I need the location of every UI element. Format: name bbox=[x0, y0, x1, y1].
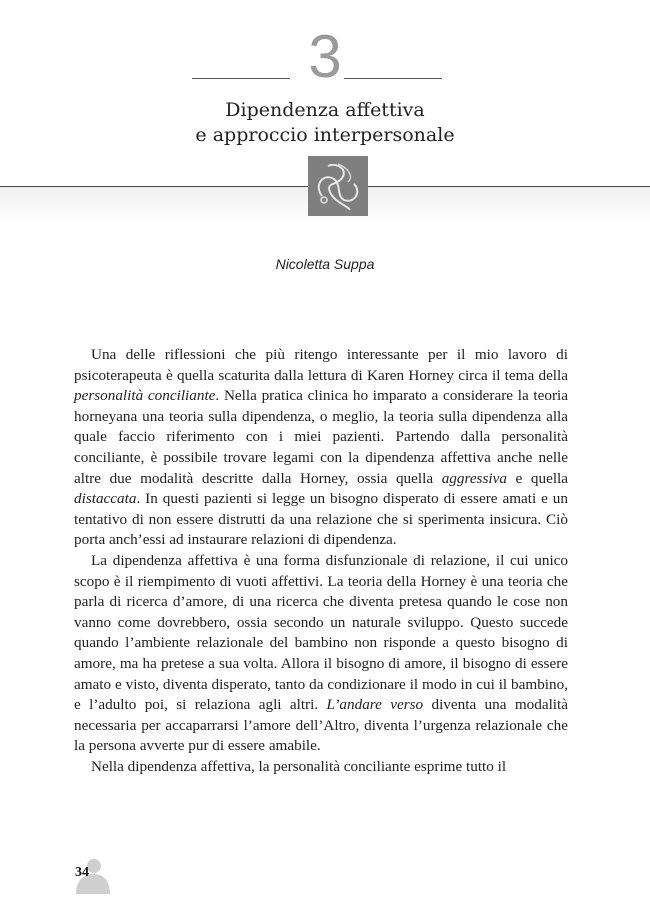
text-segment: Nella dipendenza affettiva, la personalità conciliante esprime tutto il bbox=[91, 757, 507, 775]
chapter-title-line-1: Dipendenza affettiva bbox=[225, 99, 425, 121]
italic-term: L’andare verso bbox=[326, 696, 424, 714]
text-segment: e quella bbox=[506, 469, 568, 487]
italic-term: distaccata bbox=[74, 490, 137, 508]
chapter-rule-right bbox=[344, 78, 442, 79]
text-segment: . Nella pratica clinica ho imparato a considerare la teoria horneyana una teoria sulla dipendenza, o meglio, la teoria sulla dipendenza alla quale faccio riferimento con i miei pazienti. Partendo dalla personalità conciliante, è possibile trovare legami con la dipendenza affettiva anche nelle altre due modalità descritte dalla Horney, ossia quella bbox=[74, 387, 569, 487]
chapter-rule-left bbox=[192, 78, 290, 79]
italic-term: aggressiva bbox=[441, 469, 507, 487]
chapter-number: 3 bbox=[308, 23, 342, 90]
paragraph bbox=[74, 551, 568, 757]
author-name: Nicoletta Suppa bbox=[275, 256, 375, 272]
page-number-badge bbox=[66, 856, 112, 894]
paragraph bbox=[74, 345, 568, 551]
chapter-title-line-2: e approccio interpersonale bbox=[195, 124, 455, 146]
body-text bbox=[74, 345, 568, 777]
paragraph bbox=[74, 757, 568, 778]
text-segment: . In questi pazienti si legge un bisogno disperato di essere amati e un tentativo di non essere distrutti da una relazione che si sperimenta insicura. Ciò porta anch’essi ad instaurare relazioni di dipendenza. bbox=[74, 490, 568, 549]
intertwined-curves-icon bbox=[308, 156, 368, 216]
text-segment: La dipendenza affettiva è una forma disfunzionale di relazione, il cui unico scopo è il riempimento di vuoti affettivi. La teoria della Horney è una teoria che parla di ricerca d’amore, di una ricerca che diventa pretesa quando le cose non vanno come dovrebbero, ossia secondo un naturale sviluppo. Questo succede quando l’ambiente relazionale del bambino non risponde a questo bisogno di amore, ma ha pretese a sua volta. Allora il bisogno di amore, il bisogno di essere amato e visto, diventa disperato, tanto da condizionare il modo in cui il bambino, e l’adulto poi, si relaziona agli altri. bbox=[74, 551, 568, 714]
chapter-title bbox=[0, 98, 650, 148]
silhouette-badge-icon bbox=[66, 856, 112, 894]
text-segment: diventa una modalità necessaria per accaparrarsi l’amore dell’Altro, diventa l’urgenza relazionale che la persona avverte pur di essere amabile. bbox=[74, 696, 568, 755]
page-number: 34 bbox=[75, 865, 89, 880]
italic-term: personalità conciliante bbox=[74, 387, 216, 405]
text-segment: Una delle riflessioni che più ritengo interessante per il mio lavoro di psicoterapeuta è quella scaturita dalla lettura di Karen Horney circa il tema della bbox=[74, 346, 568, 384]
